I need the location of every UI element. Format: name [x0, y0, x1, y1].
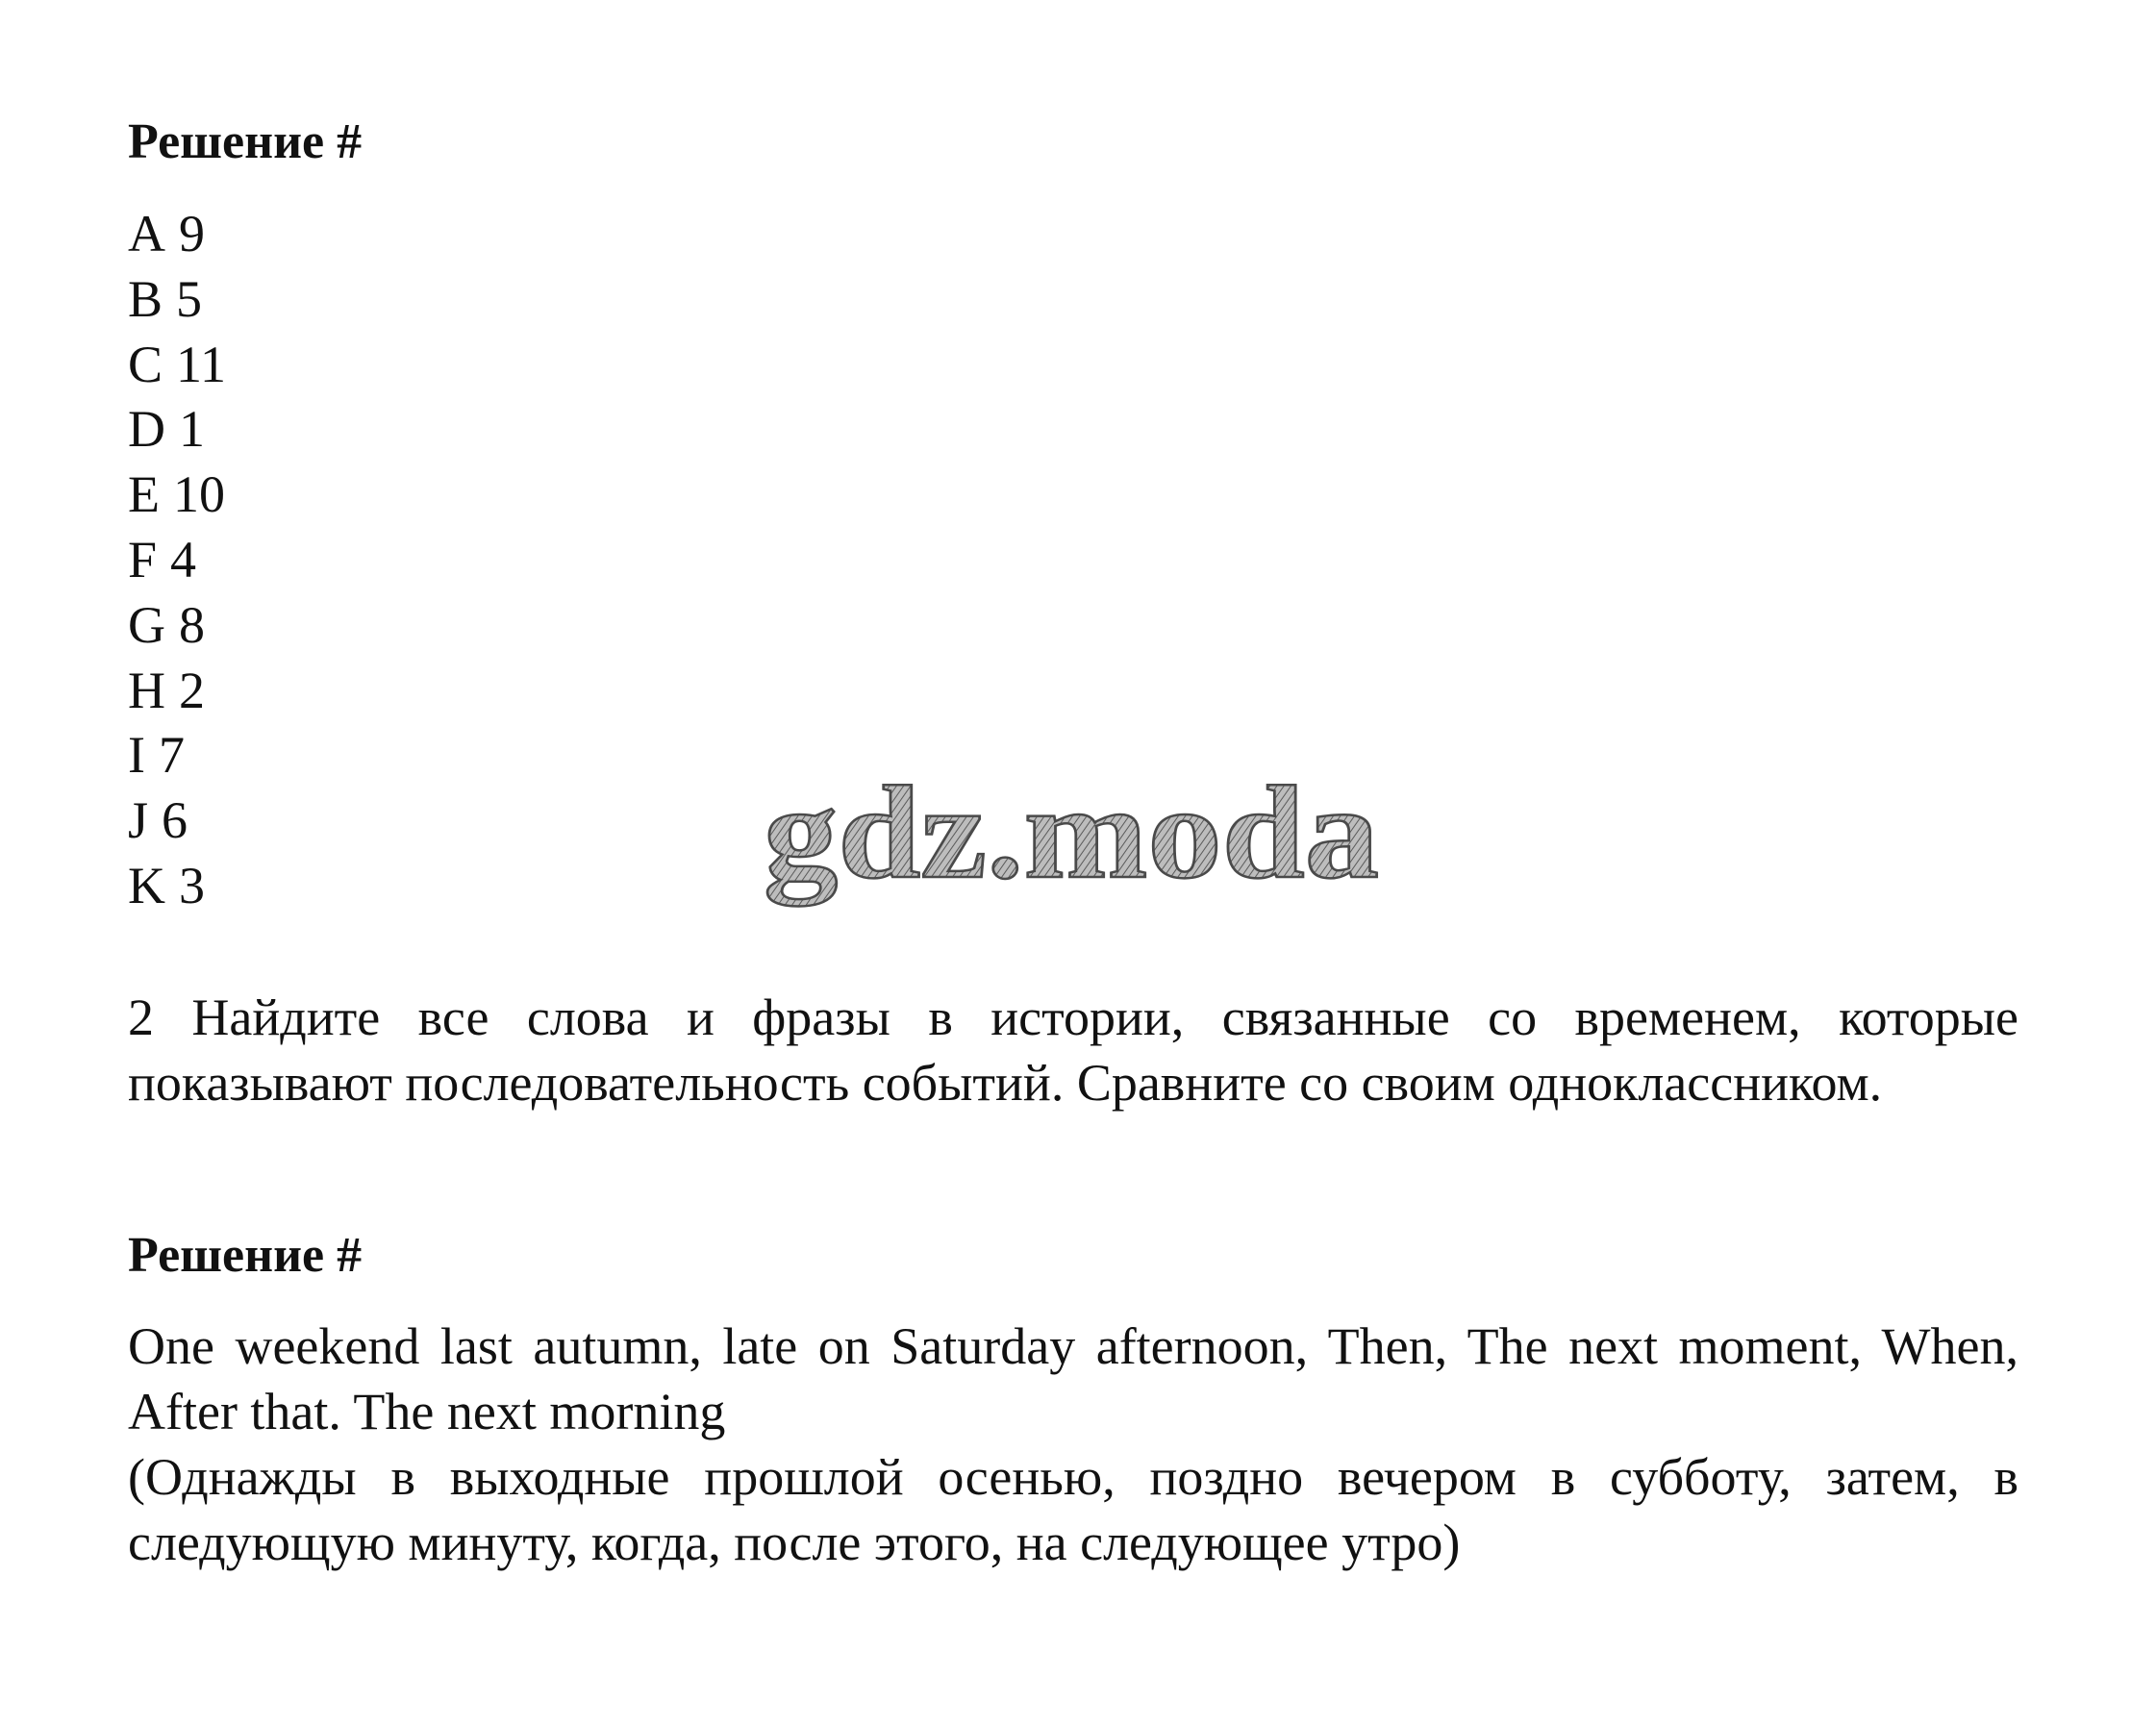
- answer-letter: C: [128, 335, 163, 393]
- answer-number: 4: [170, 530, 197, 588]
- answer-letter: H: [128, 661, 165, 719]
- answer-letter: D: [128, 400, 165, 459]
- answer-number: 7: [158, 726, 185, 785]
- answer-key-item: [128, 463, 226, 528]
- answer-number: 6: [162, 791, 188, 850]
- answer-letter: K: [128, 856, 165, 914]
- solution-answer-english: One weekend last autumn, late on Saturday afternoon, Then, The next moment, When, After that. The next morning: [128, 1317, 2018, 1440]
- answer-key-item: [128, 397, 226, 463]
- solution-heading-1: Решение #: [128, 114, 363, 169]
- answer-key-item: [128, 788, 226, 854]
- answer-letter: J: [128, 791, 149, 850]
- solution-answer-russian: (Однажды в выходные прошлой осенью, поздно вечером в субботу, затем, в следующую минуту, когда, после этого, на следующее утро): [128, 1448, 2018, 1571]
- answer-key-item: [128, 854, 226, 919]
- answer-letter: B: [128, 269, 163, 328]
- answer-letter: E: [128, 465, 160, 524]
- answer-key-item: [128, 267, 226, 333]
- watermark-text: gdz.moda: [764, 769, 1379, 906]
- answer-number: 9: [179, 205, 205, 263]
- answer-key-item: [128, 723, 226, 788]
- answer-number: 10: [173, 465, 225, 524]
- answer-number: 1: [179, 400, 205, 459]
- watermark-logo: [760, 769, 1385, 923]
- answer-key-item: [128, 333, 226, 398]
- answer-key-item: [128, 593, 226, 659]
- answer-number: 8: [179, 595, 205, 654]
- answer-letter: A: [128, 205, 165, 263]
- solution-heading-2: Решение #: [128, 1228, 363, 1283]
- answer-key-item: [128, 528, 226, 593]
- answer-letter: F: [128, 530, 158, 588]
- answer-key-item: [128, 202, 226, 267]
- answer-number: 11: [176, 335, 227, 393]
- answer-number: 2: [179, 661, 205, 719]
- answer-letter: G: [128, 595, 165, 654]
- answer-key-list: [128, 202, 226, 919]
- task-2-prompt: 2 Найдите все слова и фразы в истории, связанные со временем, которые показывают последовательность событий. Сравните со своим одноклассником.: [128, 989, 2018, 1112]
- answer-number: 3: [179, 856, 205, 914]
- answer-letter: I: [128, 726, 145, 785]
- answer-key-item: [128, 659, 226, 724]
- answer-number: 5: [176, 269, 203, 328]
